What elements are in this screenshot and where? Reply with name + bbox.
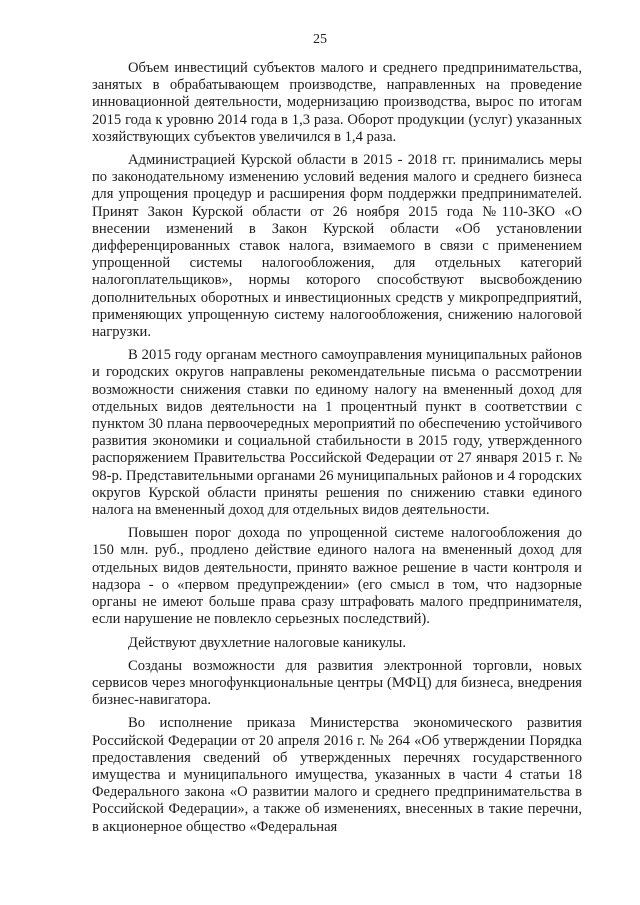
- paragraph-investments: Объем инвестиций субъектов малого и среднего предпринимательства, занятых в обрабатывающем производстве, направленных на проведение инновационной деятельности, модернизацию производства, вырос по итогам 2015 года к уровню 2014 года в 1,3 раза. Оборот продукции (услуг) указанных хозяйствующих субъектов увеличился в 1,4 раза.: [92, 60, 582, 145]
- document-body: [92, 60, 582, 836]
- paragraph-ministry-order: Во исполнение приказа Министерства экономического развития Российской Федерации от 20 апреля 2016 г. № 264 «Об утверждении Порядка предоставления сведений об утвержденных перечнях государственного имущества и муниципального имущества, указанных в части 4 статьи 18 Федерального закона «О развитии малого и среднего предпринимательства в Российской Федерации», а также об изменениях, внесенных в такие перечни, в акционерное общество «Федеральная: [92, 715, 582, 835]
- paragraph-regional-law: Администрацией Курской области в 2015 - 2018 гг. принимались меры по законодательному изменению условий ведения малого и среднего бизнеса для упрощения процедур и расширения форм поддержки предпринимателей. Принят Закон Курской области от 26 ноября 2015 года №110-ЗКО «О внесении изменений в Закон Курской области «Об установлении дифференцированных ставок налога, взимаемого в связи с применением упрощенной системы налогообложения, для отдельных категорий налогоплательщиков», нормы которого способствуют высвобождению дополнительных оборотных и инвестиционных средств у микропредприятий, применяющих упрощенную систему налогообложения, снижению налоговой нагрузки.: [92, 152, 582, 341]
- page-number: 25: [313, 32, 327, 47]
- paragraph-e-commerce: Созданы возможности для развития электронной торговли, новых сервисов через многофункциональные центры (МФЦ) для бизнеса, внедрения бизнес-навигатора.: [92, 657, 582, 709]
- paragraph-income-threshold: Повышен порог дохода по упрощенной системе налогообложения до 150 млн. руб., продлено действие единого налога на вмененный доход для отдельных видов деятельности, принято важное решение в части контроля и надзора - о «первом предупреждении» (его смысл в том, что надзорные органы не имеют больше права сразу штрафовать малого предпринимателя, если нарушение не повлекло серьезных последствий).: [92, 525, 582, 628]
- paragraph-imputed-tax: В 2015 году органам местного самоуправления муниципальных районов и городских округов направлены рекомендательные письма о рассмотрении возможности снижения ставки по единому налогу на вмененный доход для отдельных видов деятельности на 1 процентный пункт в соответствии с пунктом 30 плана первоочередных мероприятий по обеспечению устойчивого развития экономики и социальной стабильности в 2015 году, утвержденного распоряжением Правительства Российской Федерации от 27 января 2015 г. № 98-р. Представительными органами 26 муниципальных районов и 4 городских округов Курской области приняты решения по снижению ставки единого налога на вмененный доход для отдельных видов деятельности.: [92, 347, 582, 519]
- paragraph-tax-holidays: Действуют двухлетние налоговые каникулы.: [128, 634, 406, 651]
